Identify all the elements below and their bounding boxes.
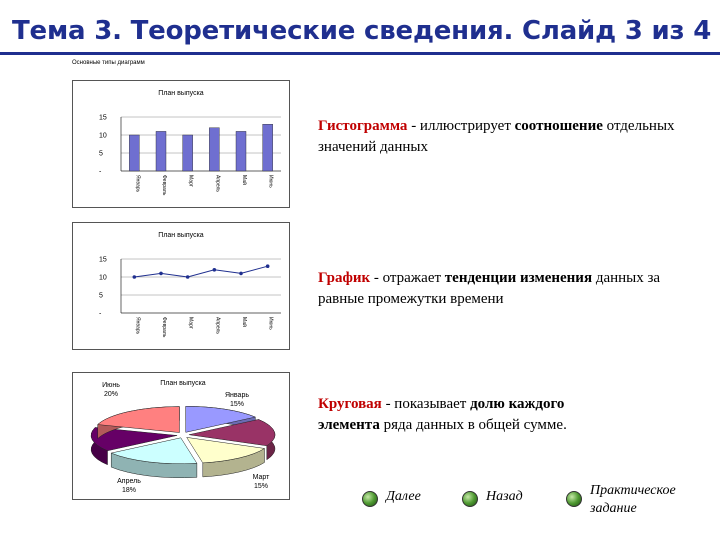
pie-bold2: элемента bbox=[318, 417, 380, 433]
x-tick-label: Июнь bbox=[267, 175, 274, 188]
series-line bbox=[134, 266, 267, 277]
histogram-text1: - иллюстрирует bbox=[407, 118, 515, 134]
pie-label-pct: 15% bbox=[229, 401, 245, 408]
x-tick-label: Февраль bbox=[161, 317, 167, 338]
bar bbox=[236, 131, 246, 171]
x-tick-label: Май bbox=[241, 175, 247, 185]
y-tick-label: - bbox=[99, 310, 102, 318]
chart-title: План выпуска bbox=[158, 232, 204, 239]
pie-label-pct: 20% bbox=[103, 391, 119, 398]
next-label: Далее bbox=[386, 489, 421, 504]
chart-title: План выпуска bbox=[160, 380, 206, 387]
green-ball-icon bbox=[462, 491, 478, 507]
back-label: Назад bbox=[486, 489, 523, 504]
bar bbox=[209, 128, 219, 171]
bar-chart-svg bbox=[73, 81, 289, 207]
pie-label-name: Июнь bbox=[102, 382, 120, 389]
graph-key: График bbox=[318, 270, 371, 286]
charts-caption: Основные типы диаграмм bbox=[72, 60, 145, 66]
x-tick-label: Январь bbox=[134, 175, 141, 193]
graph-text2: данных за равные промежутки времени bbox=[318, 270, 661, 307]
histogram-text2: отдельных значений данных bbox=[318, 118, 675, 155]
practice-button[interactable] bbox=[566, 482, 676, 518]
pie-label-pct: 15% bbox=[253, 483, 269, 490]
histogram-key: Гистограмма bbox=[318, 118, 408, 134]
slide-title: Тема 3. Теоретические сведения. Слайд 3 из 4 bbox=[12, 16, 712, 46]
x-tick-label: Апрель bbox=[214, 175, 221, 192]
x-tick-label: Июнь bbox=[267, 317, 274, 330]
pie-chart bbox=[72, 372, 290, 500]
pie-label-pct: 18% bbox=[121, 487, 137, 494]
graph-description bbox=[318, 268, 678, 310]
bar bbox=[183, 135, 193, 171]
line-point bbox=[159, 272, 163, 276]
x-tick-label: Февраль bbox=[161, 175, 167, 196]
pie-label-name: Март bbox=[252, 474, 270, 481]
x-tick-label: Апрель bbox=[214, 317, 221, 334]
pie-label-name: Апрель bbox=[117, 478, 141, 485]
line-point bbox=[239, 272, 243, 276]
y-tick-label: 10 bbox=[99, 132, 107, 140]
title-underline bbox=[0, 52, 720, 55]
back-button[interactable] bbox=[462, 488, 523, 507]
histogram-description bbox=[318, 116, 678, 158]
y-tick-label: 10 bbox=[99, 274, 107, 282]
pie-chart-svg bbox=[73, 373, 289, 499]
y-tick-label: 5 bbox=[99, 150, 103, 158]
y-tick-label: 5 bbox=[99, 292, 103, 300]
bar bbox=[156, 131, 166, 171]
line-point bbox=[266, 264, 270, 268]
practice-label: Практическое задание bbox=[590, 483, 676, 516]
pie-bold: долю каждого bbox=[470, 396, 565, 412]
y-tick-label: 15 bbox=[99, 256, 107, 264]
graph-bold: тенденции изменения bbox=[444, 270, 593, 286]
bar bbox=[129, 135, 139, 171]
line-point bbox=[213, 268, 217, 272]
line-point bbox=[186, 275, 190, 279]
bar-chart bbox=[72, 80, 290, 208]
y-tick-label: - bbox=[99, 168, 102, 176]
line-point bbox=[133, 275, 137, 279]
y-tick-label: 15 bbox=[99, 114, 107, 122]
pie-description bbox=[318, 394, 678, 436]
line-chart-svg bbox=[73, 223, 289, 349]
pie-text1: - показывает bbox=[381, 396, 471, 412]
green-ball-icon bbox=[362, 491, 378, 507]
x-tick-label: Март bbox=[187, 175, 194, 187]
pie-label-name: Январь bbox=[225, 392, 249, 399]
x-tick-label: Январь bbox=[134, 317, 141, 335]
graph-text1: - отражает bbox=[370, 270, 445, 286]
chart-title: План выпуска bbox=[158, 90, 204, 97]
bar bbox=[263, 124, 273, 171]
pie-text2: ряда данных в общей сумме. bbox=[379, 417, 567, 433]
x-tick-label: Май bbox=[241, 317, 247, 327]
green-ball-icon bbox=[566, 491, 582, 507]
histogram-bold: соотношение bbox=[514, 118, 603, 134]
line-chart bbox=[72, 222, 290, 350]
x-tick-label: Март bbox=[187, 317, 194, 329]
next-button[interactable] bbox=[362, 488, 421, 507]
pie-key: Круговая bbox=[318, 396, 382, 412]
